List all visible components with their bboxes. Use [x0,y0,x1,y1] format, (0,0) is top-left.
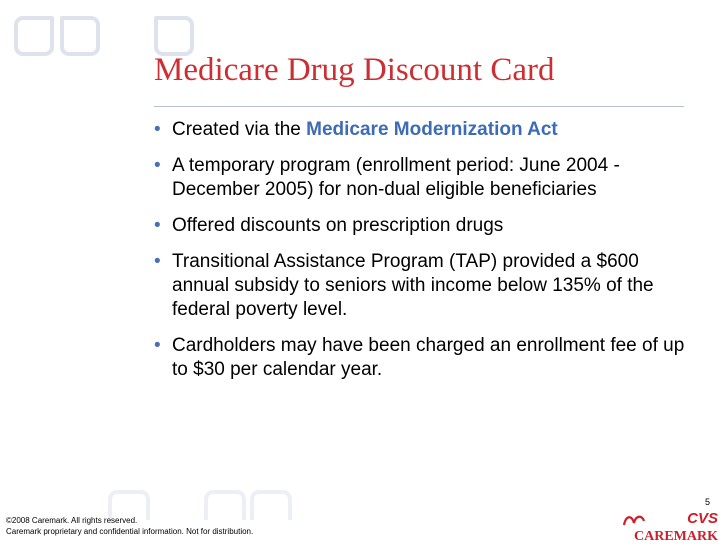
bullet-text: Offered discounts on prescription drugs [172,215,504,236]
decor-square-6 [250,490,292,520]
page-number: 5 [705,497,711,507]
decor-square-2 [60,16,100,56]
bullet-dot-icon: • [154,155,161,176]
title-divider [154,106,684,107]
bullet-list [154,118,694,394]
bullet-item [154,250,694,322]
bullet-dot-icon: • [154,251,161,272]
cvs-caremark-logo [620,509,720,543]
logo-top-text: CVS [687,510,718,527]
bullet-dot-icon: • [154,119,161,140]
bullet-item [154,334,694,382]
footer [6,515,253,537]
bullet-text: Cardholders may have been charged an enrollment fee of up to $30 per calendar year. [172,335,685,380]
bullet-item [154,154,694,202]
bullet-text: A temporary program (enrollment period: June 2004 - December 2005) for non-dual eligible beneficiaries [172,155,620,200]
decor-square-3 [154,16,194,56]
bullet-item [154,214,694,238]
decor-square-1 [14,16,54,56]
bullet-text: Created via the [172,119,307,140]
bullet-dot-icon: • [154,335,161,356]
confidentiality-text: Caremark proprietary and confidential information. Not for distribution. [6,527,254,536]
bullet-highlight: Medicare Modernization Act [306,119,558,140]
logo-swoosh-icon [624,517,644,525]
logo-bottom-text: CAREMARK [634,529,718,543]
bullet-dot-icon: • [154,215,161,236]
bullet-item [154,118,694,142]
slide-title: Medicare Drug Discount Card [154,52,555,88]
copyright-text: ©2008 Caremark. All rights reserved. [6,516,138,525]
bullet-text: Transitional Assistance Program (TAP) provided a $600 annual subsidy to seniors with income below 135% of the federal poverty level. [172,251,654,320]
